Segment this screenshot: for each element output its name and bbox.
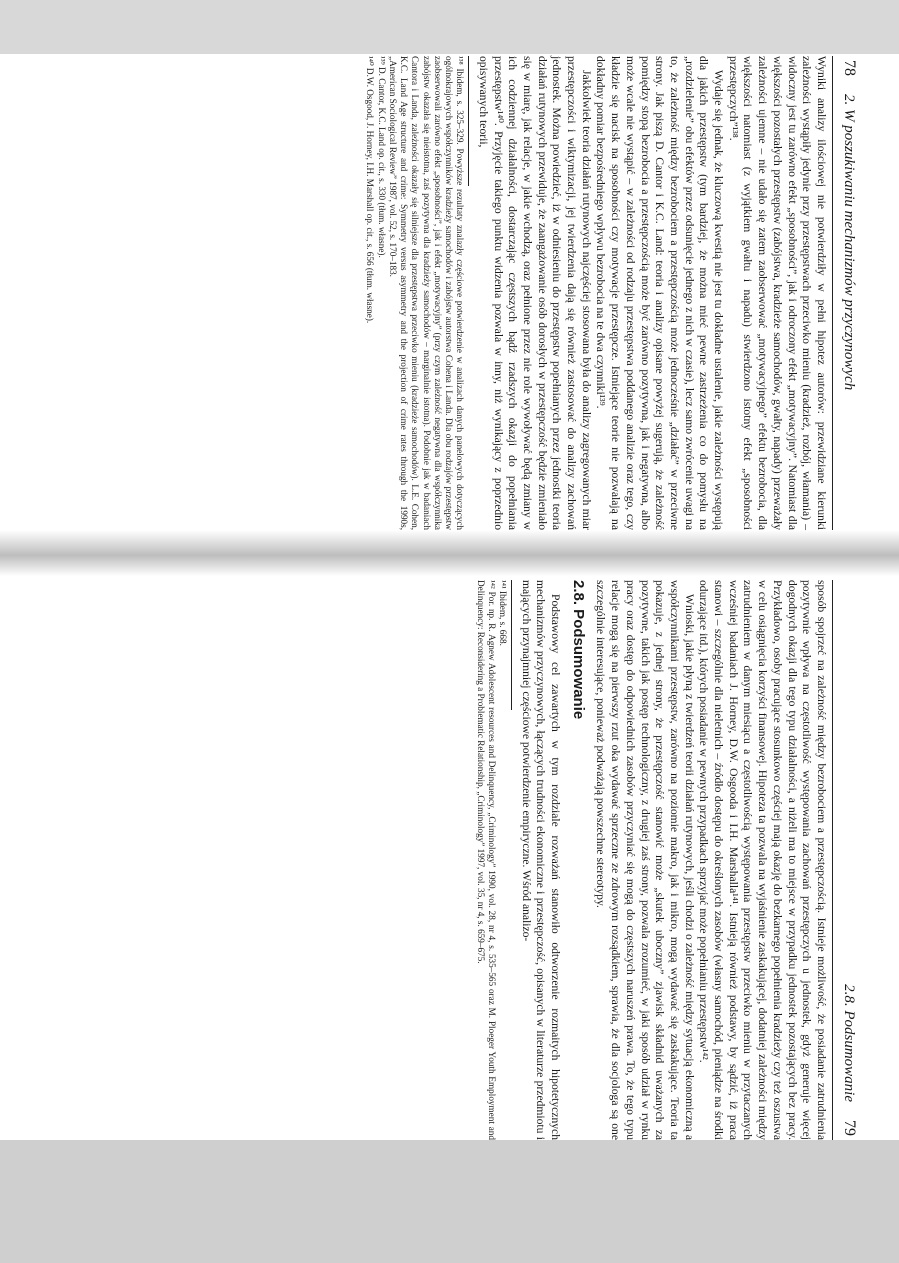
footnote: ¹³⁸ Ibidem, s. 325–329. Powyższe rezultaty znalazły częściowe potwierdzenie w analizach danych panelowych dotyczących ogólnokrajowych współczynników kradzieży samochodów i zabójstw autorstwa Cohena i Landa. Dla obu rodzajów przestępstw zaobserwowali zarówno efekt „sposobności”, jak i efekt „motywacyjny” (przy czym zależność negatywna dla współczynnika zabójstw okazała się nieistotna, zaś pozytywna dla kradzieży samochodów – marginalnie istotna). Podobnie jak w badaniach Cantora i Landa, zależności okazały się silniejsze dla przestępstwa przeciwko mieniu (kradzieże samochodów). L.E. Cohen, K.C. Land Age structure and crime: Symmetry versus asymmetry and the projection of crime rates through the 1990s, „American Sociological Review” 1987, vol. 52, s. 170–183. bbox=[387, 56, 466, 530]
paragraph: Podstawowy cel zawartych w tym rozdziale rozważań stanowiło odtworzenie rozmaitych hipotetycznych mechanizmów przyczynowych, łączących trudności ekonomiczne i przestępczość, opisanych w literaturze przedmiotu i mających przynajmniej częściowe potwierdzenie empiryczne. Wśród analizo- bbox=[519, 580, 563, 1140]
right-page-body bbox=[518, 580, 828, 1140]
running-head: 2.8. Podsumowanie bbox=[841, 984, 857, 1102]
paragraph: Wyniki analizy ilościowej nie potwierdziły w pełni hipotez autorów: przewidziane kierunki zależności wystąpiły jedynie przy przestępstwach przeciwko mieniu (kradzież, rozbój, włamania) – widoczny jest tu zarówno efekt „sposobności”, jak i odroczony efekt „motywacyjny”. Natomiast dla większości pozostałych przestępstw (zabójstwa, kradzieże samochodów, gwałty, napady) przeważały zależności ujemne – nie udało się zatem zaobserwować „motywacyjnego” efektu bezrobocia, dla większości natomiast (z wyjątkiem gwałtu i napadu) stwierdzono istotny efekt „sposobności przestępczych”¹³⁸. bbox=[726, 56, 828, 530]
footnote: ¹³⁹ D. Cantor, K.C. Land op. cit., s. 330 (tłum. własne). bbox=[376, 56, 387, 258]
right-page-footnotes bbox=[474, 580, 508, 1140]
book-gutter bbox=[0, 530, 899, 576]
footnote-rule bbox=[468, 56, 469, 186]
footnote-rule bbox=[511, 580, 512, 710]
paragraph: Wnioski, jakie płyną z twierdzeń teorii działań rutynowych, jeśli chodzi o zależność między sytuacją ekonomiczną a współczynnikami przestępstw, zarówno na poziomie makro, jak i mikro, mogą wydawać się zaskakujące. Teoria ta pokazuje, z jednej strony, że przestępczość stanowić może „skutek uboczny” zjawisk składnid uważanych za pozytywne, takich jak postęp technologiczny, z drugiej zaś strony, pozwala zrozumieć, w jaki sposób udział w rynku pracy oraz dostęp do odpowiednich zasobów przyczyniać się mogą do częstszych naruszeń prawa. To, że tego typu relacje mogą się na pierwszy rzut oka wydawać sprzeczne ze zdrowym rozsądkiem, sprawia, że dla socjologa są one szczególnie interesujące, ponieważ podważają powszechne stereotypy. bbox=[594, 580, 696, 1140]
footnote: ¹⁴² Por. np. R. Agnew Adolescent resources and Delinquency, „Criminology” 1990, vol. 28, nr 4, s. 535–565 oraz M. Ploeger Youth Employment and Delinquency: Reconsidering a Problematic Relationship, „Criminology” 1997, vol. 35, nr 4, s. 659–675. bbox=[475, 580, 497, 1140]
footnote: ¹⁴⁰ D.W. Osgood, J. Horney, I.H. Marshall op. cit., s. 656 (tłum. własne). bbox=[365, 56, 376, 324]
left-page-body bbox=[475, 56, 828, 530]
left-page-footnotes bbox=[364, 56, 465, 530]
paragraph: Jakkolwiek teoria działań rutynowych najczęściej stosowana była do analizy zagregowanych miar przestępczości i wiktymizacji, jej twierdzenia dają się również zastosować do analizy zachowań jednostek. Można powiedzieć, iż w odniesieniu do przestępstw popełnianych przez jednostki teoria działań rutynowych przewiduje, że zaangażowanie osób dorosłych w przestępczość będzie zmieniało się w miarę, jak relacje, w jakie wchodzą, oraz pełnione przez nie role wywoływać będą zmiany w ich codziennej działalności, dostarczając częstszych bądź rzadszych okazji do popełniania przestępstw¹⁴⁰. Przyjęcie takiego punktu widzenia pozwala w inny, niż wynikający z poprzednio opisywanych teorii, bbox=[476, 56, 593, 530]
scan-margin-bottom bbox=[0, 1140, 899, 1263]
paragraph: sposób spojrzeć na zależność między bezrobociem a przestępczością. Istnieje możliwość, że posiadanie zatrudnienia pozytywnie wpływa na częstotliwość występowania zachowań przestępczych u jednostek, gdyż generuje więcej dogodnych okazji dla tego typu działalności, a niżeli ma to miejsce w przypadku jednostek pozostających bez pracy. Przykładowo, osoby pracujące stosunkowo częściej mają okazję do bezkarnego popełnienia kradzieży czy też oszustwa w celu osiągnięcia korzyści finansowej. Hipoteza ta pozwala na wyjaśnienie zaskakującej, dodatniej zależności między zatrudnieniem w danym miesiącu a częstotliwością występowania przestępstw przeciwko mieniu w przytaczanych wcześniej badaniach J. Horney, D.W. Osgooda i I.H. Marshalla¹⁴¹. Istnieją również podstawy, by sądzić, iż praca stanowi – szczególnie dla nieletnich – źródło dostępu do określonych zasobów (własny samochód, pieniądze na środki odurzające itd.), których posiadanie w pewnych przypadkach sprzyjać może popełnianiu przestępstw¹⁴². bbox=[697, 580, 828, 1140]
right-page bbox=[68, 580, 858, 1140]
footnote: ¹⁴¹ Ibidem, s. 668. bbox=[497, 580, 508, 646]
left-page bbox=[68, 56, 858, 530]
scan-margin-top bbox=[0, 0, 899, 54]
left-page-header bbox=[832, 56, 858, 530]
page-number: 79 bbox=[841, 1120, 858, 1136]
right-page-header bbox=[832, 580, 858, 1140]
page-number: 78 bbox=[841, 60, 858, 76]
running-head: 2. W poszukiwaniu mechanizmów przyczynowych bbox=[841, 94, 857, 391]
section-title: 2.8. Podsumowanie bbox=[569, 580, 587, 720]
paragraph: Wydaje się jednak, że kluczową kwestią nie jest tu dokładne ustalenie, jakie zależności występują dla jakich przestępstw (tym bardziej, że można mieć pewne zastrzeżenia co do pomysłu na „rozdzielenie” obu efektów przez odsunięcie jednego z nich w czasie), lecz samo zwrócenie uwagi na to, że zależność między bezrobociem a przestępczością może jednocześnie „działać” w przeciwne strony. Jak piszą D. Cantor i K.C. Land: teoria i analizy opisane powyżej sugerują, że zależność pomiędzy stopą bezrobocia a przestępczością może być zarówno pozytywna, jak i negatywna, albo może wcale nie wystąpić – w zależności od rodzaju przestępstwa poddanego analizie oraz tego, czy kładzie się nacisk na sposobności czy motywacje przestępcze. Istniejące teorie nie pozwalają na dokładny pomiar bezpośredniego wpływu bezrobocia na te dwa czynniki¹³⁹. bbox=[594, 56, 726, 530]
